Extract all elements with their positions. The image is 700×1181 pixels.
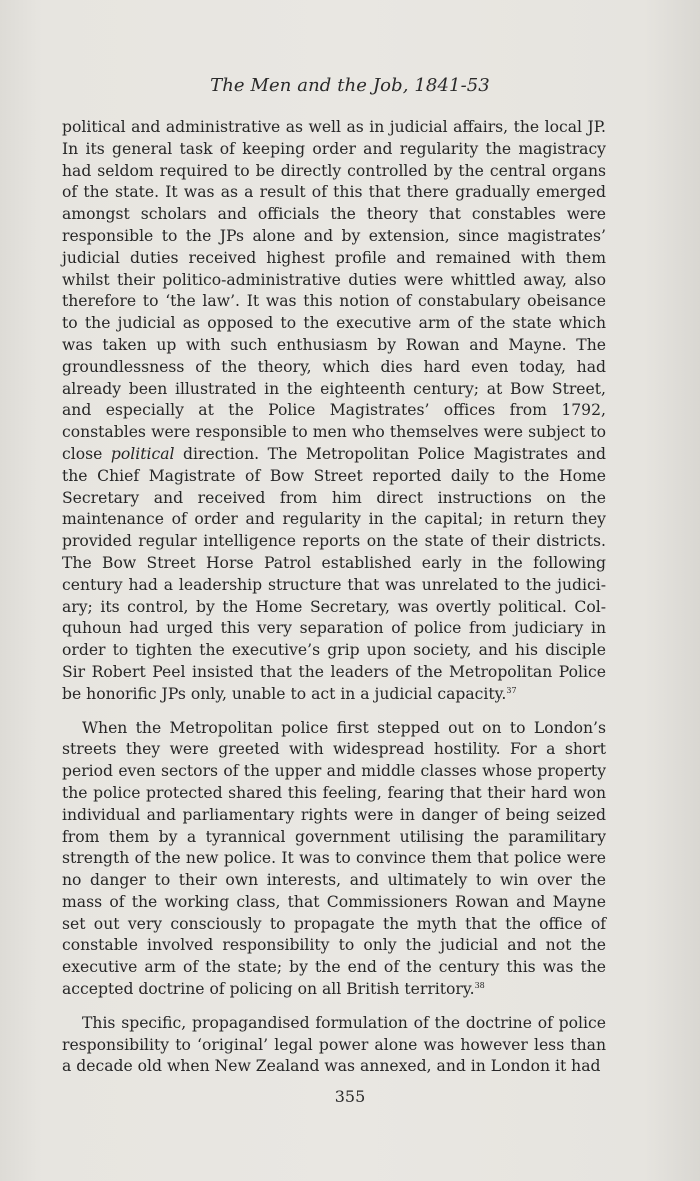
paragraph-text: When the Metropolitan police first stepped out on to London’s streets they were greeted with widespread hostility. For a short period even sectors of the upper and middle classes whose property the police protected shared this feeling, fearing that their hard won individual and parliamentary rights were in danger of being seized from them by a tyrannical government utilising the paramilitary strength of the new police. It was to convince them that police were no danger to their own interests, and ultimately to win over the mass of the working class, that Commissioners Rowan and Mayne set out very consciously to propagate the myth that the office of constable involved responsibility to only the judicial and not the executive arm of the state; by the end of the century this was the accepted doctrine of policing on all British territory. <box>62 718 606 999</box>
footnote-ref: 37 <box>506 685 517 695</box>
running-head: The Men and the Job, 1841-53 <box>210 75 490 96</box>
paragraph-text: direction. The Metropolitan Police Magistrates and the Chief Magistrate of Bow Street reported daily to the Home Secretary and received from him direct instructions on the maintenance of order and regularity in the capital; in return they provided regular intelligence reports on the state of their districts. The Bow Street Horse Patrol established early in the following century had a leadership structure that was unrelated to the judiciary; its control, by the Home Secretary, was overtly political. Colquhoun had urged this very separation of police from judiciary in order to tighten the executive’s grip upon society, and his disciple Sir Robert Peel insisted that the leaders of the Metropolitan Police be honorific JPs only, unable to act in a judicial capacity. <box>62 444 607 703</box>
paragraph <box>62 117 606 706</box>
emphasis-text: political <box>110 444 175 463</box>
paragraph-text: political and administrative as well as in judicial affairs, the local JP. In its general task of keeping order and regularity the magistracy had seldom required to be directly controlled by the central organs of the state. It was as a result of this that there gradually emerged amongst scholars and officials the theory that constables were responsible to the JPs alone and by extension, since magistrates’ judicial duties received highest profile and remained with them whilst their politico-administrative duties were whittled away, also therefore to ‘the law’. It was this notion of constabulary obeisance to the judicial as opposed to the executive arm of the state which was taken up with such enthusiasm by Rowan and Mayne. The groundlessness of the theory, which dies hard even today, had already been illustrated in the eighteenth century; at Bow Street, and especially at the Police Magistrates’ offices from 1792, constables were responsible to men who themselves were subject to close <box>62 118 606 463</box>
paragraph-text: This specific, propagandised formulation of the doctrine of police responsibility to ‘original’ legal power alone was however less than a decade old when New Zealand was annexed, and in London it had <box>62 1013 606 1076</box>
footnote-ref: 38 <box>474 980 485 990</box>
page-number: 355 <box>334 1087 366 1106</box>
body-text <box>62 117 606 1090</box>
paragraph <box>62 718 606 1001</box>
paragraph <box>62 1013 606 1078</box>
